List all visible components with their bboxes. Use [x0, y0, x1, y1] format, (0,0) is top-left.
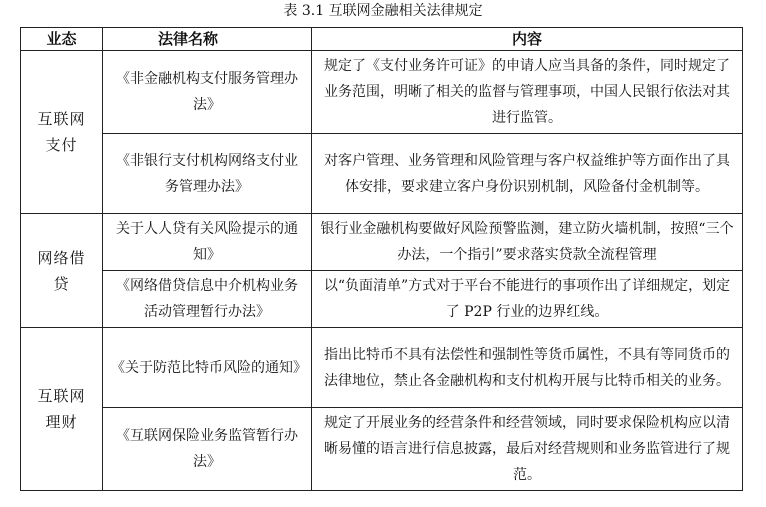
category-cell-online-lending: 网络借贷 [21, 214, 103, 328]
law-name-cell: 关于人人贷有关风险提示的通知》 [103, 214, 312, 271]
law-name-cell: 《关于防范比特币风险的通知》 [103, 328, 312, 408]
header-category: 业态 [21, 28, 103, 51]
category-cell-internet-wealth-management: 互联网理财 [21, 328, 103, 491]
law-name-cell: 《网络借贷信息中介机构业务活动管理暂行办法》 [103, 271, 312, 328]
table-row [21, 408, 743, 491]
content-cell: 以“负面清单”方式对于平台不能进行的事项作出了详细规定，划定了 P2P 行业的边界红线。 [312, 271, 743, 328]
table-row [21, 271, 743, 328]
table-row [21, 51, 743, 134]
table-row [21, 214, 743, 271]
header-row [21, 28, 743, 51]
content-cell: 指出比特币不具有法偿性和强制性等货币属性，不具有等同货币的法律地位，禁止各金融机构和支付机构开展与比特币相关的业务。 [312, 328, 743, 408]
header-law-name: 法律名称 [103, 28, 312, 51]
table-row [21, 328, 743, 408]
laws-table [20, 27, 743, 491]
law-name-cell: 《非金融机构支付服务管理办法》 [103, 51, 312, 134]
category-cell-internet-payment: 互联网支付 [21, 51, 103, 214]
content-cell: 对客户管理、业务管理和风险管理与客户权益维护等方面作出了具体安排，要求建立客户身份识别机制，风险备付金机制等。 [312, 134, 743, 214]
content-cell: 规定了《支付业务许可证》的申请人应当具备的条件，同时规定了业务范围，明晰了相关的监督与管理事项，中国人民银行依法对其进行监管。 [312, 51, 743, 134]
table-row [21, 134, 743, 214]
header-content: 内容 [312, 28, 743, 51]
law-name-cell: 《非银行支付机构网络支付业务管理办法》 [103, 134, 312, 214]
table-caption: 表 3.1 互联网金融相关法律规定 [283, 3, 483, 19]
content-cell: 规定了开展业务的经营条件和经营领域，同时要求保险机构应以清晰易懂的语言进行信息披露，最后对经营规则和业务监管进行了规范。 [312, 408, 743, 491]
law-name-cell: 《互联网保险业务监管暂行办法》 [103, 408, 312, 491]
content-cell: 银行业金融机构要做好风险预警监测，建立防火墙机制，按照“三个办法，一个指引”要求落实贷款全流程管理 [312, 214, 743, 271]
